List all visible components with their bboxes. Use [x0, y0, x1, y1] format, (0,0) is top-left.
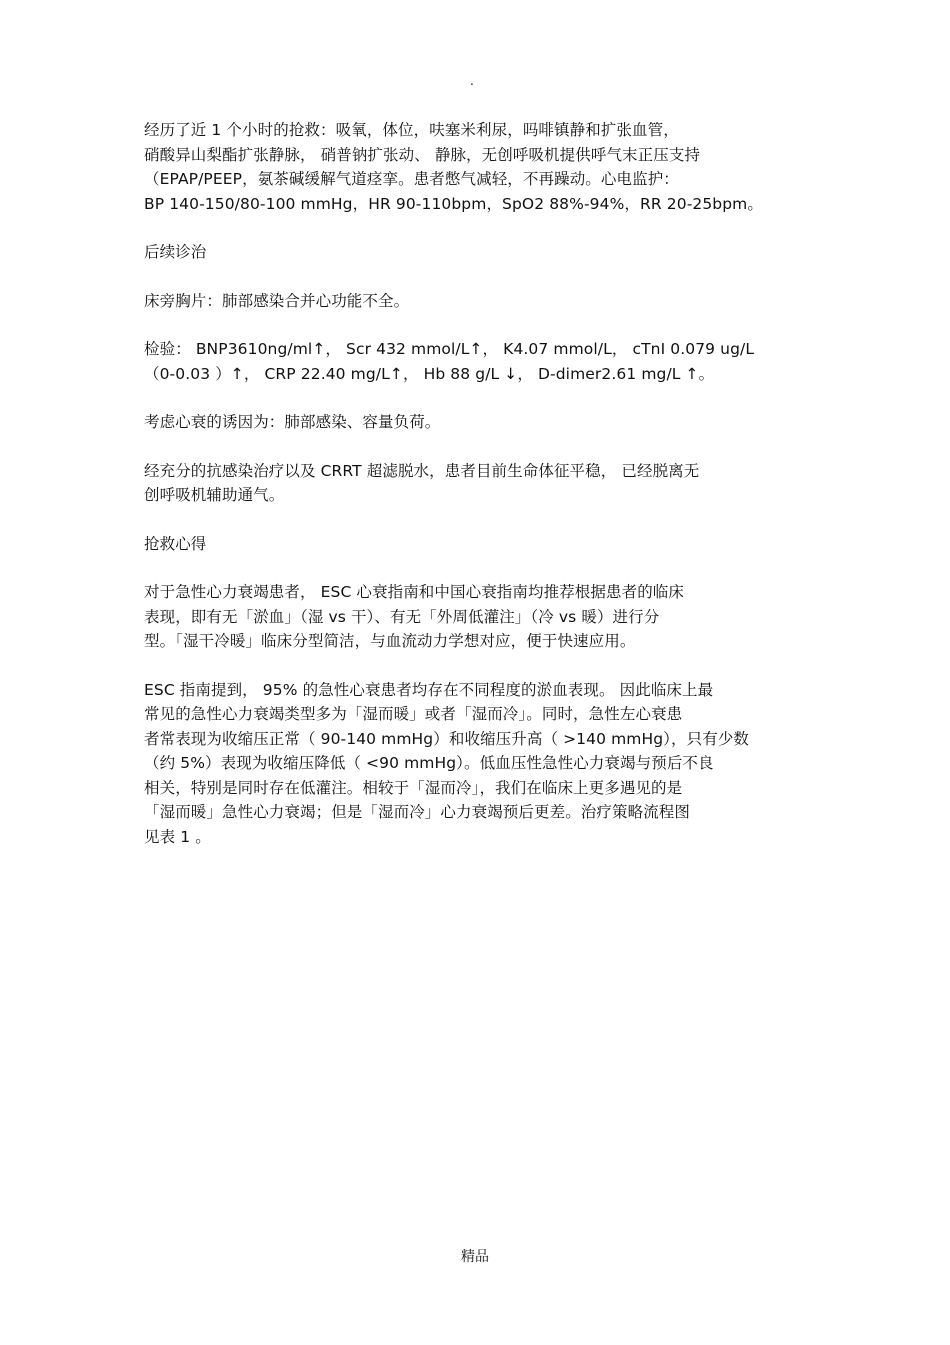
- page-footer: 精品: [461, 1249, 489, 1265]
- paragraph: [144, 118, 806, 216]
- text-line: 表现，即有无「淤血」（湿 vs 干）、有无「外周低灌注」（冷 vs 暖）进行分: [144, 607, 660, 626]
- paragraph: [144, 289, 806, 314]
- paragraph: [144, 410, 806, 435]
- top-dot-mark: .: [470, 74, 474, 88]
- text-line: （0-0.03 ）↑， CRP 22.40 mg/L↑， Hb 88 g/L ↓， D-dimer2.61 mg/L ↑。: [144, 364, 715, 383]
- text-line: （EPAP/PEEP，氨茶碱缓解气道痉挛。患者憋气减轻，不再躁动。心电监护：: [144, 170, 679, 188]
- text-line: 床旁胸片：肺部感染合并心功能不全。: [144, 291, 410, 310]
- text-line: 经充分的抗感染治疗以及 CRRT 超滤脱水，患者目前生命体征平稳， 已经脱离无: [144, 461, 700, 480]
- text-line: 检验： BNP3610ng/ml↑， Scr 432 mmol/L↑， K4.07 mmol/L， cTnI 0.079 ug/L: [144, 340, 755, 358]
- paragraph: [144, 532, 806, 557]
- text-line: 后续诊治: [144, 243, 207, 261]
- text-line: BP 140-150/80-100 mmHg，HR 90-110bpm，SpO2 88%-94%，RR 20-25bpm。: [144, 194, 763, 213]
- text-line: 者常表现为收缩压正常（ 90-140 mmHg）和收缩压升高（ >140 mmHg），只有少数: [144, 729, 750, 748]
- text-line: 硝酸异山梨酯扩张静脉， 硝普钠扩张动、 静脉，无创呼吸机提供呼气末正压支持: [144, 145, 701, 164]
- paragraph: [144, 337, 806, 386]
- paragraph: [144, 678, 806, 850]
- text-line: （约 5%）表现为收缩压降低（ <90 mmHg）。低血压性急性心力衰竭与预后不良: [144, 754, 714, 772]
- paragraph: [144, 580, 806, 654]
- text-line: 相关，特别是同时存在低灌注。相较于「湿而冷」，我们在临床上更多遇见的是: [144, 778, 683, 797]
- text-line: 考虑心衰的诱因为：肺部感染、容量负荷。: [144, 413, 441, 431]
- text-line: 常见的急性心力衰竭类型多为「湿而暖」或者「湿而冷」。同时，急性左心衰患: [144, 705, 683, 723]
- text-line: 见表 1 。: [144, 827, 211, 846]
- text-line: 「湿而暖」急性心力衰竭；但是「湿而冷」心力衰竭预后更差。治疗策略流程图: [144, 803, 691, 821]
- text-line: 型。「湿干冷暖」临床分型简洁，与血流动力学想对应，便于快速应用。: [144, 632, 636, 650]
- paragraph: [144, 240, 806, 265]
- text-line: 抢救心得: [144, 534, 207, 553]
- text-line: ESC 指南提到， 95% 的急性心衰患者均存在不同程度的淤血表现。 因此临床上最: [144, 680, 714, 699]
- document-body: [144, 118, 806, 873]
- text-line: 创呼吸机辅助通气。: [144, 486, 285, 504]
- text-line: 经历了近 1 个小时的抢救：吸氧，体位，呋塞米利尿，吗啡镇静和扩张血管，: [144, 121, 679, 139]
- text-line: 对于急性心力衰竭患者， ESC 心衰指南和中国心衰指南均推荐根据患者的临床: [144, 583, 685, 601]
- paragraph: [144, 459, 806, 508]
